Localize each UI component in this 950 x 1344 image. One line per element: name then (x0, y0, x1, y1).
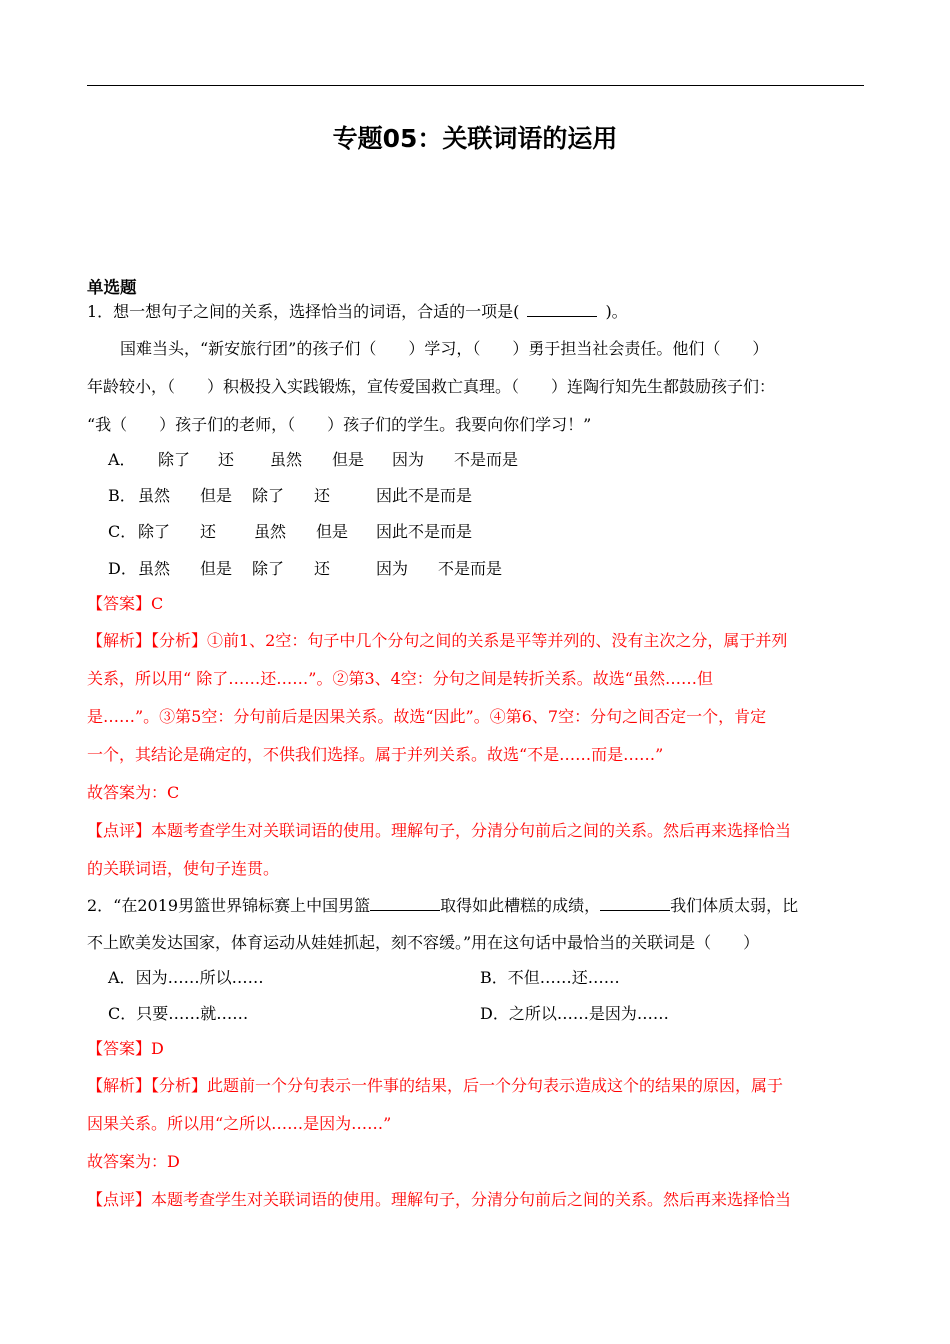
option-word: 因为 (376, 559, 409, 578)
option-word: 因为 (392, 450, 425, 469)
option-word: 不是而是 (454, 450, 519, 469)
q2-analysis-line: 【解析】【分析】此题前一个分句表示一件事的结果，后一个分句表示造成这个的结果的原因，属于 (87, 1076, 784, 1095)
option-word: 还 (314, 486, 331, 505)
q1-stem-prefix: 1．想一想句子之间的关系，选择恰当的词语，合适的一项是( (87, 302, 520, 321)
option-text: 之所以……是因为…… (508, 1004, 669, 1023)
option-word: 因此不是而是 (376, 486, 473, 505)
q1-answer-blank (527, 300, 597, 317)
option-word: 除了 (252, 559, 285, 578)
option-word: 不是而是 (438, 559, 503, 578)
q1-option-a (108, 449, 518, 471)
q2-stem-part: 2．“在2019男篮世界锦标赛上中国男篮 (87, 896, 371, 915)
q1-answer: 【答案】C (87, 594, 164, 613)
q1-passage-line: 年龄较小，（ ）积极投入实践锻炼，宣传爱国救亡真理。（ ）连陶行知先生都鼓励孩子们： (87, 377, 776, 396)
option-word: 虽然 (270, 450, 303, 469)
header-rule (87, 85, 864, 86)
option-label: B． (108, 486, 136, 505)
option-word: 还 (200, 522, 217, 541)
q2-blank-1 (370, 894, 440, 911)
option-word: 虽然 (254, 522, 287, 541)
option-word: 因此不是而是 (376, 522, 473, 541)
q2-option-c (108, 1003, 248, 1025)
q1-option-c (108, 521, 472, 543)
option-label: A． (108, 450, 136, 469)
q2-stem-part: 我们体质太弱，比 (670, 896, 799, 915)
q2-option-a (108, 967, 264, 989)
q1-final-answer: 故答案为：C (87, 783, 180, 802)
option-word: 除了 (252, 486, 285, 505)
q1-analysis-line: 【解析】【分析】①前1、2空：句子中几个分句之间的关系是平等并列的、没有主次之分，属于并列 (87, 631, 788, 650)
option-word: 但是 (200, 486, 233, 505)
q1-option-b (108, 485, 472, 507)
q1-analysis-line: 关系，所以用“ 除了……还……”。②第3、4空：分句之间是转折关系。故选“虽然……但 (87, 669, 713, 688)
option-text: 不但……还…… (507, 968, 620, 987)
q1-analysis-line: 一个，其结论是确定的，不供我们选择。属于并列关系。故选“不是……而是……” (87, 745, 664, 764)
option-word: 虽然 (138, 559, 171, 578)
option-label: D． (480, 1004, 509, 1023)
q2-final-answer: 故答案为：D (87, 1152, 180, 1171)
q1-passage-line: “我（ ）孩子们的老师，（ ）孩子们的学生。我要向你们学习！” (87, 415, 592, 434)
option-label: B． (480, 968, 508, 987)
option-label: C． (108, 522, 137, 541)
q1-stem-suffix: )。 (605, 302, 628, 321)
page-title: 专题05：关联词语的运用 (332, 124, 618, 153)
q2-stem-part: 取得如此槽糕的成绩， (440, 896, 601, 915)
option-label: C． (108, 1004, 137, 1023)
option-label: D． (108, 559, 137, 578)
q2-answer: 【答案】D (87, 1039, 164, 1058)
option-word: 但是 (316, 522, 349, 541)
q1-option-d (108, 558, 502, 580)
option-word: 但是 (200, 559, 233, 578)
q1-comment-line: 的关联词语，使句子连贯。 (87, 859, 280, 878)
q2-analysis-line: 因果关系。所以用“之所以……是因为……” (87, 1114, 392, 1133)
q1-stem (87, 300, 628, 323)
q1-comment-line: 【点评】本题考查学生对关联词语的使用。理解句子，分清分句前后之间的关系。然后再来选择恰当 (87, 821, 792, 840)
q2-blank-2 (600, 894, 670, 911)
option-word: 但是 (332, 450, 365, 469)
q2-comment-line: 【点评】本题考查学生对关联词语的使用。理解句子，分清分句前后之间的关系。然后再来选择恰当 (87, 1190, 792, 1209)
option-word: 还 (314, 559, 331, 578)
option-word: 除了 (158, 450, 191, 469)
option-text: 因为……所以…… (135, 968, 264, 987)
q2-option-d (480, 1003, 669, 1025)
option-word: 还 (218, 450, 235, 469)
q2-option-b (480, 967, 620, 989)
option-word: 除了 (138, 522, 171, 541)
section-heading: 单选题 (87, 278, 137, 297)
q2-stem (87, 894, 798, 917)
q1-passage-line: 国难当头，“新安旅行团”的孩子们（ ）学习，（ ）勇于担当社会责任。他们（ ） (120, 339, 769, 358)
option-text: 只要……就…… (136, 1004, 249, 1023)
q2-stem-line: 不上欧美发达国家，体育运动从娃娃抓起，刻不容缓。”用在这句话中最恰当的关联词是（ ） (87, 933, 760, 952)
q1-analysis-line: 是……”。③第5空：分句前后是因果关系。故选“因此”。④第6、7空：分句之间否定一个，肯定 (87, 707, 767, 726)
option-label: A． (108, 968, 136, 987)
option-word: 虽然 (138, 486, 171, 505)
